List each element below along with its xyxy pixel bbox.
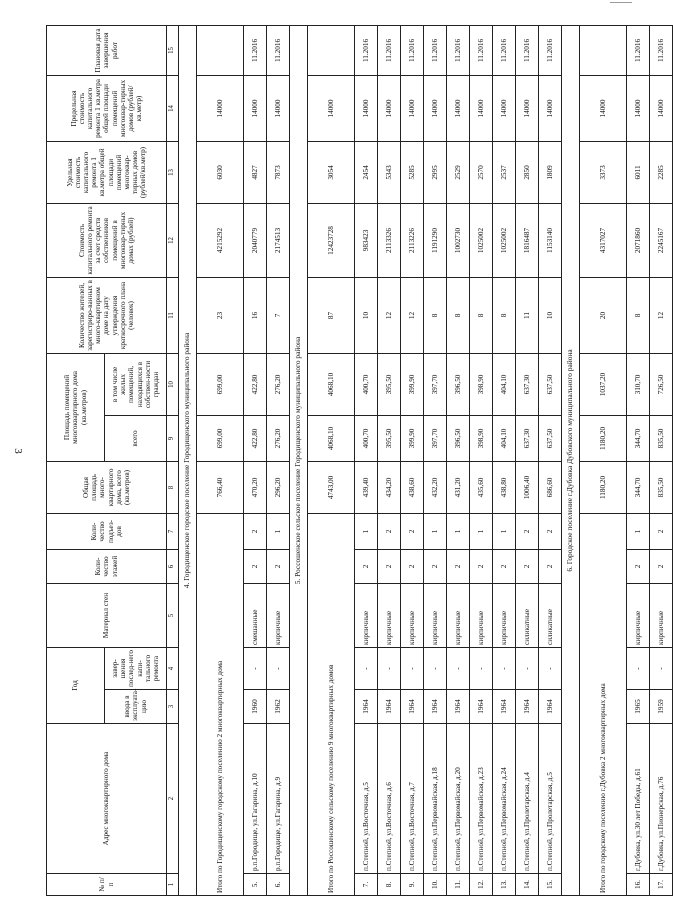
cell-max-cost: 14000	[267, 75, 290, 141]
cell-total-area: 435,60	[470, 461, 493, 513]
cell-max-cost: 14000	[470, 75, 493, 141]
cell-premises-total: 276,20	[267, 415, 290, 461]
cell-total-area: 438,80	[493, 461, 516, 513]
cell-year: 1959	[650, 690, 673, 724]
total-premises-owned: 1037,20	[580, 353, 627, 415]
header-premises-owned: в том числе жилых помещений, находящихся в собствен-ности граждан	[105, 353, 167, 415]
cell-address: г.Дубовка, ул.30 лет Победы, д.61	[627, 724, 650, 874]
cell-date: 11.2016	[267, 25, 290, 75]
table-row	[627, 25, 650, 895]
cell-address: р.п.Городище, ул.Гагарина, д.10	[244, 724, 267, 874]
cell-cost: 1816487	[516, 203, 539, 277]
cell-premises-owned: 726,50	[650, 353, 673, 415]
cell-year: 1964	[424, 690, 447, 724]
cell-address: п.Степной, ул.Восточная, д.5	[355, 724, 378, 874]
rotated-page	[46, 26, 665, 896]
cell-total-area: 344,70	[627, 461, 650, 513]
cell-material: кирпичные	[470, 583, 493, 647]
table-row	[493, 25, 516, 895]
column-number: 4	[167, 647, 179, 689]
table-row	[424, 25, 447, 895]
header-cost: Стоимость капитального ремонта за счет средств собственников помещений в многоквар-тирных домах (рублей)	[47, 203, 167, 277]
cell-max-cost: 14000	[378, 75, 401, 141]
corner-scan-mark	[610, 2, 632, 3]
cell-num: 16.	[627, 874, 650, 896]
cell-num: 8.	[378, 874, 401, 896]
cell-entrances: 1	[267, 513, 290, 549]
cell-material: смешанные	[244, 583, 267, 647]
cell-unit-cost: 1809	[539, 141, 562, 203]
cell-entrances: 2	[378, 513, 401, 549]
section-title: 6. Городское поселение г.Дубовка Дубовского муниципального района	[562, 25, 580, 895]
cell-max-cost: 14000	[516, 75, 539, 141]
table-body	[167, 25, 673, 895]
section-total-row	[308, 25, 355, 895]
cell-floors: 2	[470, 549, 493, 583]
cell-premises-owned: 398,90	[470, 353, 493, 415]
total-label: Итого по Городищенскому городскому поселению 2 многоквартирных дома	[197, 513, 244, 895]
total-label: Итого по Россошенскому сельскому поселению 9 многоквартирных домов	[308, 513, 355, 895]
cell-residents: 12	[378, 277, 401, 353]
table-row	[470, 25, 493, 895]
header-address: Адрес многоквартирного дома	[47, 724, 167, 874]
cell-unit-cost: 7873	[267, 141, 290, 203]
cell-num: 11.	[447, 874, 470, 896]
cell-num: 12.	[470, 874, 493, 896]
cell-floors: 2	[378, 549, 401, 583]
cell-unit-cost: 6011	[627, 141, 650, 203]
total-premises-total: 4068,10	[308, 415, 355, 461]
section-title: 4. Городищенское городское поселение Городищенского муниципального района	[179, 25, 197, 895]
cell-premises-total: 344,70	[627, 415, 650, 461]
column-number: 7	[167, 513, 179, 549]
cell-premises-total: 404,10	[493, 415, 516, 461]
header-premises-area: Площадь помещений многоквартирного дома (кв.метров)	[47, 353, 105, 461]
header-premises-total: всего	[105, 415, 167, 461]
cell-premises-total: 835,50	[650, 415, 673, 461]
page-number: 3	[12, 448, 24, 454]
cell-material: кирпичные	[493, 583, 516, 647]
cell-cost: 983423	[355, 203, 378, 277]
cell-num: 6.	[267, 874, 290, 896]
column-number: 9	[167, 415, 179, 461]
cell-residents: 8	[447, 277, 470, 353]
cell-entrances: 2	[539, 513, 562, 549]
cell-premises-owned: 404,10	[493, 353, 516, 415]
cell-premises-owned: 637,50	[539, 353, 562, 415]
total-unit-cost: 3373	[580, 141, 627, 203]
cell-cost: 2071860	[627, 203, 650, 277]
cell-total-area: 439,40	[355, 461, 378, 513]
cell-material: кирпичные	[378, 583, 401, 647]
cell-material: кирпичные	[627, 583, 650, 647]
total-total-area: 766,40	[197, 461, 244, 513]
header-num: № п/п	[47, 874, 167, 896]
cell-entrances: 1	[355, 513, 378, 549]
cell-floors: 2	[424, 549, 447, 583]
cell-address: п.Степной, ул.Пролетарская, д.5	[539, 724, 562, 874]
cell-date: 11.2016	[447, 25, 470, 75]
section-title-row	[290, 25, 308, 895]
cell-date: 11.2016	[244, 25, 267, 75]
cell-total-area: 686,60	[539, 461, 562, 513]
cell-overhaul: -	[470, 647, 493, 689]
cell-unit-cost: 2570	[470, 141, 493, 203]
column-number: 1	[167, 874, 179, 896]
cell-residents: 7	[267, 277, 290, 353]
cell-address: п.Степной, ул.Пролетарская, д.4	[516, 724, 539, 874]
capital-repair-table	[46, 25, 673, 896]
cell-date: 11.2016	[627, 25, 650, 75]
cell-residents: 11	[516, 277, 539, 353]
section-title-row	[179, 25, 197, 895]
cell-date: 11.2016	[650, 25, 673, 75]
total-residents: 20	[580, 277, 627, 353]
cell-residents: 12	[650, 277, 673, 353]
cell-max-cost: 14000	[244, 75, 267, 141]
cell-year: 1964	[493, 690, 516, 724]
cell-material: кирпичные	[267, 583, 290, 647]
section-total-row	[197, 25, 244, 895]
cell-max-cost: 14000	[650, 75, 673, 141]
cell-entrances: 1	[470, 513, 493, 549]
cell-entrances: 1	[493, 513, 516, 549]
header-year-commission: ввода в эксплуата-цию	[105, 690, 167, 724]
cell-max-cost: 14000	[401, 75, 424, 141]
cell-premises-total: 399,90	[401, 415, 424, 461]
cell-total-area: 296,20	[267, 461, 290, 513]
cell-floors: 2	[650, 549, 673, 583]
cell-total-area: 434,20	[378, 461, 401, 513]
section-total-row	[580, 25, 627, 895]
total-date	[308, 25, 355, 75]
cell-cost: 2040779	[244, 203, 267, 277]
total-premises-owned: 699,00	[197, 353, 244, 415]
cell-address: р.п.Городище, ул.Гагарина, д.9	[267, 724, 290, 874]
cell-cost: 1025002	[470, 203, 493, 277]
cell-date: 11.2016	[470, 25, 493, 75]
cell-num: 15.	[539, 874, 562, 896]
column-number: 3	[167, 690, 179, 724]
cell-total-area: 1006,40	[516, 461, 539, 513]
column-number: 8	[167, 461, 179, 513]
cell-max-cost: 14000	[355, 75, 378, 141]
cell-premises-total: 396,50	[447, 415, 470, 461]
cell-num: 17.	[650, 874, 673, 896]
cell-overhaul: -	[378, 647, 401, 689]
cell-cost: 2113326	[378, 203, 401, 277]
cell-num: 13.	[493, 874, 516, 896]
cell-year: 1962	[267, 690, 290, 724]
section-title-row	[562, 25, 580, 895]
header-wall-material: Материал стен	[47, 583, 167, 647]
table-row	[650, 25, 673, 895]
column-number: 12	[167, 203, 179, 277]
total-max-cost: 14000	[308, 75, 355, 141]
cell-max-cost: 14000	[493, 75, 516, 141]
cell-residents: 10	[539, 277, 562, 353]
cell-overhaul: -	[424, 647, 447, 689]
header-year-overhaul: завер-шения послед-него капи-тального ремонта	[105, 647, 167, 689]
header-year: Год	[47, 647, 105, 723]
cell-material: кирпичные	[355, 583, 378, 647]
column-number: 10	[167, 353, 179, 415]
cell-unit-cost: 5285	[401, 141, 424, 203]
cell-overhaul: -	[355, 647, 378, 689]
column-number: 6	[167, 549, 179, 583]
table-row	[355, 25, 378, 895]
cell-residents: 10	[355, 277, 378, 353]
cell-entrances: 1	[447, 513, 470, 549]
cell-floors: 2	[627, 549, 650, 583]
header-floors: Коли-чество этажей	[47, 549, 167, 583]
cell-premises-owned: 400,70	[355, 353, 378, 415]
cell-year: 1960	[244, 690, 267, 724]
total-unit-cost: 3054	[308, 141, 355, 203]
total-max-cost: 14000	[197, 75, 244, 141]
cell-cost: 1153140	[539, 203, 562, 277]
cell-unit-cost: 2529	[447, 141, 470, 203]
cell-material: кирпичные	[401, 583, 424, 647]
cell-year: 1965	[627, 690, 650, 724]
cell-cost: 2174513	[267, 203, 290, 277]
header-planned-date: Плановая дата завершения работ	[47, 25, 167, 75]
total-premises-total: 699,00	[197, 415, 244, 461]
total-total-area: 4743,00	[308, 461, 355, 513]
cell-overhaul: -	[539, 647, 562, 689]
total-residents: 23	[197, 277, 244, 353]
cell-address: п.Степной, ул.Первомайская, д.24	[493, 724, 516, 874]
cell-max-cost: 14000	[447, 75, 470, 141]
table-row	[267, 25, 290, 895]
cell-year: 1964	[447, 690, 470, 724]
cell-address: п.Степной, ул.Первомайская, д.23	[470, 724, 493, 874]
cell-unit-cost: 2285	[650, 141, 673, 203]
total-total-area: 1180,20	[580, 461, 627, 513]
cell-num: 14.	[516, 874, 539, 896]
table-header	[47, 25, 167, 895]
cell-residents: 16	[244, 277, 267, 353]
cell-entrances: 1	[627, 513, 650, 549]
cell-total-area: 432,20	[424, 461, 447, 513]
cell-premises-total: 637,50	[539, 415, 562, 461]
total-unit-cost: 6030	[197, 141, 244, 203]
cell-floors: 2	[267, 549, 290, 583]
cell-address: п.Степной, ул.Первомайская, д.20	[447, 724, 470, 874]
total-premises-owned: 4068,10	[308, 353, 355, 415]
cell-year: 1964	[378, 690, 401, 724]
column-number: 13	[167, 141, 179, 203]
cell-address: п.Степной, ул.Первомайская, д.18	[424, 724, 447, 874]
total-date	[197, 25, 244, 75]
cell-residents: 8	[470, 277, 493, 353]
cell-num: 7.	[355, 874, 378, 896]
cell-floors: 2	[447, 549, 470, 583]
cell-premises-owned: 397,70	[424, 353, 447, 415]
cell-overhaul: -	[267, 647, 290, 689]
cell-material: силикатные	[516, 583, 539, 647]
header-total-area: Общая площадь много-квартирного дома, всего (кв.метров)	[47, 461, 167, 513]
total-label: Итого по городскому поселению г.Дубовка 2 многоквартирных дома	[580, 513, 627, 895]
cell-overhaul: -	[447, 647, 470, 689]
cell-max-cost: 14000	[539, 75, 562, 141]
cell-residents: 8	[627, 277, 650, 353]
cell-total-area: 835,50	[650, 461, 673, 513]
cell-unit-cost: 2850	[516, 141, 539, 203]
table-row	[539, 25, 562, 895]
cell-cost: 2113226	[401, 203, 424, 277]
table-row	[244, 25, 267, 895]
cell-unit-cost: 4827	[244, 141, 267, 203]
header-unit-cost: Удельная стоимость капитального ремонта 1 кв.метра общей площади помещений многоквар-тирных домов (рублей/кв.метр)	[47, 141, 167, 203]
cell-entrances: 2	[244, 513, 267, 549]
cell-premises-owned: 276,20	[267, 353, 290, 415]
cell-total-area: 431,20	[447, 461, 470, 513]
total-premises-total: 1180,20	[580, 415, 627, 461]
cell-year: 1964	[470, 690, 493, 724]
cell-residents: 8	[493, 277, 516, 353]
cell-max-cost: 14000	[424, 75, 447, 141]
cell-material: кирпичные	[447, 583, 470, 647]
cell-cost: 2245167	[650, 203, 673, 277]
total-max-cost: 14000	[580, 75, 627, 141]
cell-year: 1964	[539, 690, 562, 724]
cell-unit-cost: 2995	[424, 141, 447, 203]
cell-entrances: 2	[516, 513, 539, 549]
cell-address: г.Дубовка, ул.Пионерская, д.76	[650, 724, 673, 874]
cell-max-cost: 14000	[627, 75, 650, 141]
cell-material: силикатные	[539, 583, 562, 647]
cell-date: 11.2016	[401, 25, 424, 75]
column-number: 14	[167, 75, 179, 141]
cell-date: 11.2016	[516, 25, 539, 75]
table-row	[401, 25, 424, 895]
header-entrances: Коли-чество подъез-дов	[47, 513, 167, 549]
cell-address: п.Степной, ул.Восточная, д.6	[378, 724, 401, 874]
cell-year: 1964	[355, 690, 378, 724]
cell-date: 11.2016	[539, 25, 562, 75]
cell-address: п.Степной, ул.Восточная, д.7	[401, 724, 424, 874]
cell-date: 11.2016	[355, 25, 378, 75]
cell-year: 1964	[401, 690, 424, 724]
cell-overhaul: -	[627, 647, 650, 689]
cell-floors: 2	[244, 549, 267, 583]
cell-floors: 2	[493, 549, 516, 583]
cell-premises-owned: 395,50	[378, 353, 401, 415]
cell-overhaul: -	[516, 647, 539, 689]
column-number: 2	[167, 724, 179, 874]
table-row	[378, 25, 401, 895]
cell-premises-total: 395,50	[378, 415, 401, 461]
total-cost: 12423728	[308, 203, 355, 277]
cell-material: кирпичные	[424, 583, 447, 647]
cell-floors: 2	[516, 549, 539, 583]
cell-num: 10.	[424, 874, 447, 896]
cell-premises-total: 397,70	[424, 415, 447, 461]
cell-year: 1964	[516, 690, 539, 724]
total-cost: 4215292	[197, 203, 244, 277]
cell-material: кирпичные	[650, 583, 673, 647]
cell-floors: 2	[355, 549, 378, 583]
cell-overhaul: -	[650, 647, 673, 689]
table-row	[447, 25, 470, 895]
cell-premises-owned: 399,90	[401, 353, 424, 415]
cell-cost: 1002730	[447, 203, 470, 277]
column-number: 5	[167, 583, 179, 647]
cell-premises-owned: 396,50	[447, 353, 470, 415]
cell-entrances: 2	[401, 513, 424, 549]
column-number: 11	[167, 277, 179, 353]
cell-floors: 2	[539, 549, 562, 583]
cell-unit-cost: 2537	[493, 141, 516, 203]
cell-floors: 2	[401, 549, 424, 583]
cell-num: 5.	[244, 874, 267, 896]
total-residents: 87	[308, 277, 355, 353]
section-title: 5. Россошенское сельское поселение Городищенского муниципального района	[290, 25, 308, 895]
cell-entrances: 1	[424, 513, 447, 549]
cell-entrances: 2	[650, 513, 673, 549]
cell-date: 11.2016	[493, 25, 516, 75]
cell-premises-owned: 422,80	[244, 353, 267, 415]
cell-premises-total: 398,90	[470, 415, 493, 461]
total-cost: 4317027	[580, 203, 627, 277]
cell-residents: 8	[424, 277, 447, 353]
cell-cost: 1191290	[424, 203, 447, 277]
cell-premises-total: 422,80	[244, 415, 267, 461]
cell-num: 9.	[401, 874, 424, 896]
cell-date: 11.2016	[424, 25, 447, 75]
cell-unit-cost: 5343	[378, 141, 401, 203]
table-row	[516, 25, 539, 895]
cell-unit-cost: 2454	[355, 141, 378, 203]
cell-premises-owned: 637,30	[516, 353, 539, 415]
cell-date: 11.2016	[378, 25, 401, 75]
cell-premises-total: 637,30	[516, 415, 539, 461]
cell-overhaul: -	[493, 647, 516, 689]
header-max-cost: Предельная стоимость капитального ремонта 1 кв.метра общей площади помещений многоквар-тирных домов (рублей/кв.метр)	[47, 75, 167, 141]
cell-total-area: 438,60	[401, 461, 424, 513]
cell-residents: 12	[401, 277, 424, 353]
cell-total-area: 470,20	[244, 461, 267, 513]
column-numbers-row	[167, 25, 179, 895]
cell-premises-total: 400,70	[355, 415, 378, 461]
cell-cost: 1025002	[493, 203, 516, 277]
header-residents: Количество жителей, зарегистриро-ванных в много-квартирном доме на дату утверждения краткосрочного плана (человек)	[47, 277, 167, 353]
cell-overhaul: -	[244, 647, 267, 689]
column-number: 15	[167, 25, 179, 75]
total-date	[580, 25, 627, 75]
cell-premises-owned: 310,70	[627, 353, 650, 415]
cell-overhaul: -	[401, 647, 424, 689]
